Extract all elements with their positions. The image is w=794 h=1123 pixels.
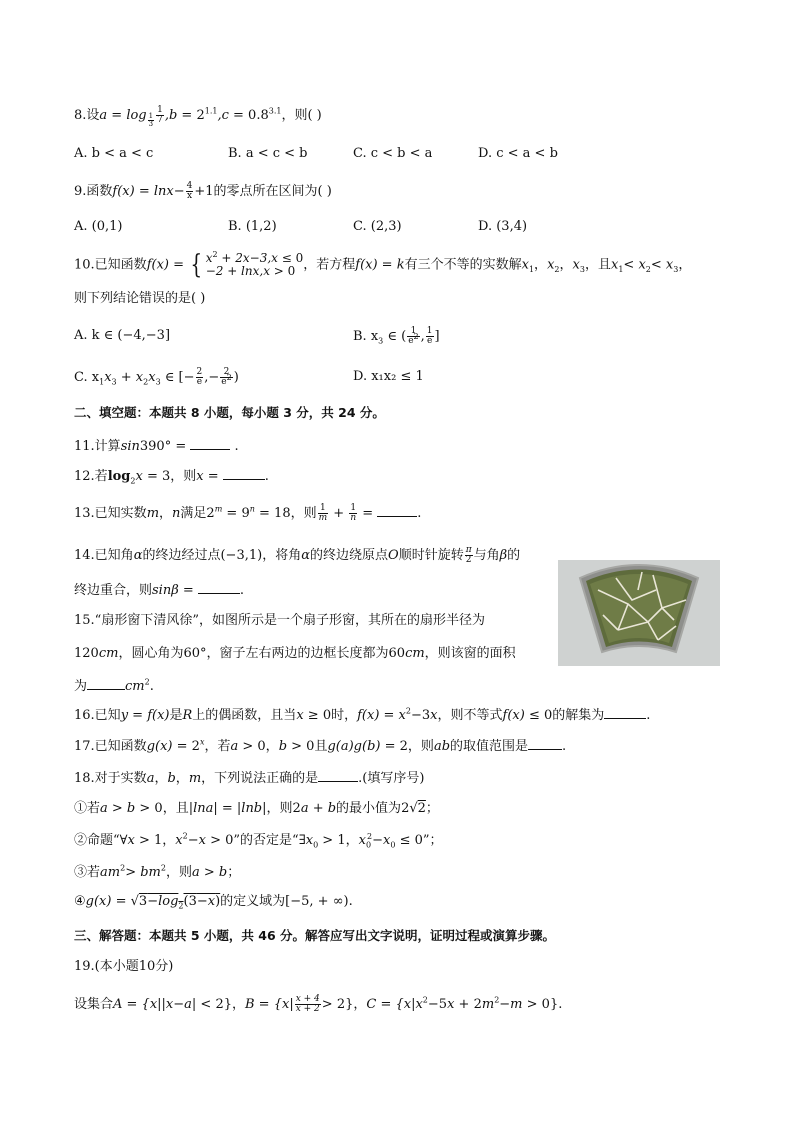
q10-stem: 10.已知函数f(x) = { $x^2 + 2x-3,x \le 0$ −2 + lnx,x > 0 ，若方程f(x) = k有三个不等的实数解$x_1$，$x_2$，$x_3$，且$x_1< x_2< x_3$， <box>74 250 692 280</box>
q8-option-c: C. c < b < a <box>353 146 433 161</box>
q8-option-a: A. b < a < c <box>74 146 154 161</box>
q9-option-b: B. (1,2) <box>228 219 277 234</box>
q17-blank[interactable] <box>528 737 562 750</box>
q10-stem-2: 则下列结论错误的是( ) <box>74 291 206 306</box>
q8-option-b: B. a < c < b <box>228 146 308 161</box>
q18-stem: 18.对于实数a，b，m，下列说法正确的是 .(填写序号) <box>74 771 425 786</box>
q10-option-b: B. $x_3$ ∈ ( $\frac{1}{e^2}$ , $\frac{1}{e}$ ] <box>353 326 440 346</box>
q15-line-1: 15.“扇形窗下清风徐”，如图所示是一个扇子形窗，其所在的扇形半径为 <box>74 613 485 628</box>
q8-option-d: D. c < a < b <box>478 146 558 161</box>
q10-option-d: D. x₁x₂ ≤ 1 <box>353 369 424 384</box>
q14-line-2: 终边重合，则sinβ = . <box>74 583 245 598</box>
section-3-heading: 三、解答题：本题共 5 小题，共 46 分。解答应写出文字说明，证明过程或演算步骤。 <box>74 928 556 943</box>
q12: 12.若$\log_2x = 3$，则x = . <box>74 469 269 486</box>
q19-stem: 设集合A = {x||x−a| < 2}，B = {x| $\frac{x + 4}{x + 2}$ > 2}，$C = \{x|x^2-5x + 2m^2-m > 0\}$. <box>74 994 563 1014</box>
q18-item-2: ②命题“∀x > 1，$x^2-x > 0$”的否定是“$\exists x_0 > 1$，$x_0^2-x_0 \le 0$”； <box>74 831 443 850</box>
section-2-heading: 二、填空题：本题共 8 小题，每小题 3 分，共 24 分。 <box>74 405 385 420</box>
q16: 16.已知y = f(x)是R上的偶函数，且当x ≥ 0时，$f(x) = x^2-3x$，则不等式f(x) ≤ 0的解集为 . <box>74 706 651 723</box>
q9-option-c: C. (2,3) <box>353 219 402 234</box>
q18-blank[interactable] <box>318 769 358 782</box>
fan-window-photo <box>558 560 720 666</box>
q13-blank[interactable] <box>377 504 417 517</box>
q10-option-c: C. $x_1x_3 + x_2x_3$ ∈ [− $\frac{2}{e}$ ,− $\frac{2}{e^2}$ ) <box>74 367 239 387</box>
q14-blank[interactable] <box>198 581 240 594</box>
q9-stem: 9.函数f(x) = lnx− $\frac{4}{x}$ +1的零点所在区间为( ) <box>74 181 332 201</box>
q16-blank[interactable] <box>604 706 646 719</box>
q9-option-d: D. (3,4) <box>478 219 528 234</box>
q11: 11.计算sin390° = . <box>74 439 239 454</box>
q9-option-a: A. (0,1) <box>74 219 123 234</box>
q15-line-2: 120cm，圆心角为60°，窗子左右两边的边框长度都为60cm，则该窗的面积 <box>74 646 516 661</box>
q10-option-a: A. k ∈ (−4,−3] <box>74 328 171 343</box>
q15-blank[interactable] <box>87 677 125 690</box>
q15-line-3: 为 $cm^2$. <box>74 677 154 694</box>
q12-blank[interactable] <box>223 467 265 480</box>
q18-item-3: ③若$am^2> bm^2$，则a > b； <box>74 863 241 880</box>
q19-title: 19.(本小题10分) <box>74 959 174 974</box>
q18-item-1: ①若a > b > 0，且|lna| = |lnb|，则2a + b的最小值为2√2； <box>74 801 439 816</box>
q14-line-1: 14.已知角α的终边经过点(−3,1)，将角α的终边绕原点O顺时针旋转 $\frac{\pi}{2}$ 与角β的 <box>74 545 521 565</box>
q8-stem: 8.设a = log $_{\frac{1}{3}}$ $\frac{1}{7}$ $,b = 2^{1.1},c = 0.8^{3.1}$，则( ) <box>74 105 322 129</box>
q18-item-4: ④g(x) = $√3-\log_2(3-x)$的定义域为[−5, + ∞). <box>74 894 353 911</box>
q13: 13.已知实数m，n满足$2^m = 9^n = 18$，则 $\frac{1}{m}$ + $\frac{1}{n}$ = . <box>74 503 422 523</box>
q17: 17.已知函数$g(x) = 2^x$，若a > 0，b > 0且g(a)g(b) = 2，则ab的取值范围是 . <box>74 737 567 754</box>
q11-blank[interactable] <box>190 437 230 450</box>
